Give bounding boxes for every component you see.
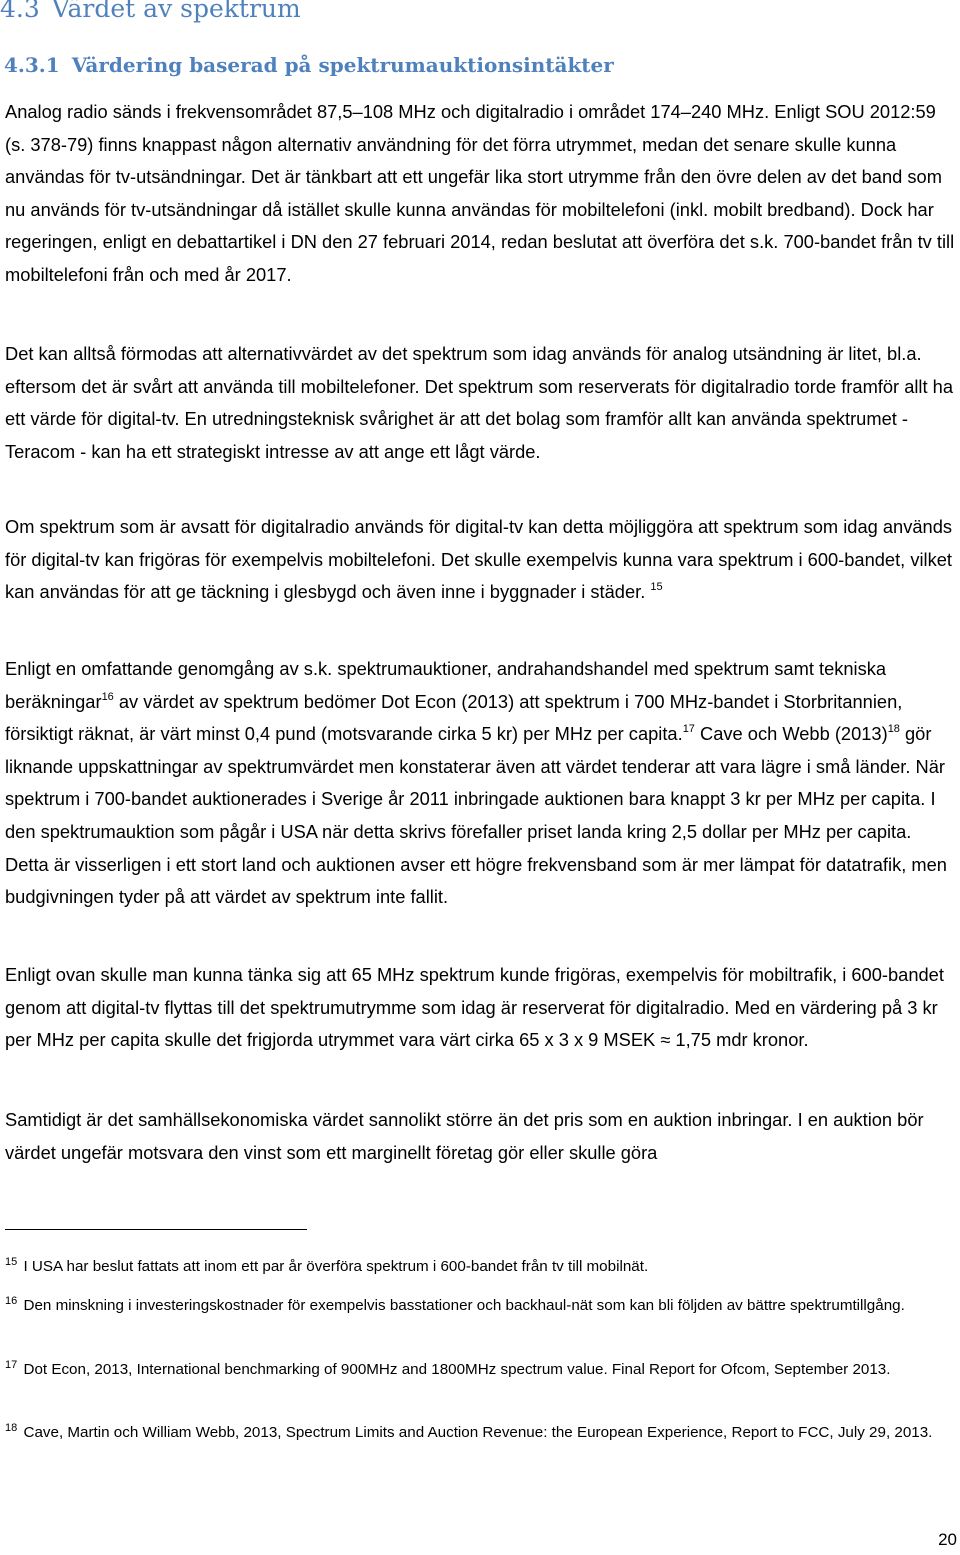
paragraph-4-part-1: Enligt en omfattande genomgång av s.k. spektrumauktioner, andrahandshandel med spektrum samt tekniska beräkningar xyxy=(5,658,887,712)
paragraph-1: Analog radio sänds i frekvensområdet 87,5–108 MHz och digitalradio i området 174–240 MHz. Enligt SOU 2012:59 (s. 378-79) finns knappast någon alternativ användning för det förra utrymmet, medan det senare skulle kunna användas för tv-utsändningar. Det är tänkbart att ett ungefär lika stort utrymme från den övre delen av det band som nu används för tv-utsändningar då istället skulle kunna användas för mobiltelefoni (inkl. mobilt bredband). Dock har regeringen, enligt en debattartikel i DN den 27 februari 2014, redan beslutat att överföra det s.k. 700-bandet från tv till mobiltelefoni från och med år 2017. xyxy=(5,101,955,285)
paragraph-4-part-2: av värdet av spektrum bedömer Dot Econ (2013) att spektrum i 700 MHz-bandet i Storbritannien, försiktigt räknat, är värt minst 0,4 pund (motsvarande cirka 5 kr) per MHz per capita. xyxy=(5,690,903,745)
subsection-number: 4.3.1 xyxy=(4,53,60,77)
footnote-number: 16 xyxy=(5,1295,18,1307)
paragraph-4-part-3: Cave och Webb (2013) xyxy=(694,723,888,745)
footnote-number: 18 xyxy=(5,1422,18,1434)
footnote-text: I USA har beslut fattats att inom ett par år överföra spektrum i 600-bandet från tv till mobilnät. xyxy=(23,1258,649,1275)
section-title: Värdet av spektrum xyxy=(51,0,301,23)
footnote-number: 17 xyxy=(5,1359,18,1371)
subsection-title: Värdering baserad på spektrumauktionsintäkter xyxy=(71,53,614,77)
subsection-heading xyxy=(4,53,614,77)
footnote-text: Dot Econ, 2013, International benchmarking of 900MHz and 1800MHz spectrum value. Final Report for Ofcom, September 2013. xyxy=(23,1361,891,1378)
footnote-17 xyxy=(5,1357,955,1383)
paragraph-4 xyxy=(5,653,960,914)
paragraph-5: Enligt ovan skulle man kunna tänka sig att 65 MHz spektrum kunde frigöras, exempelvis för mobiltrafik, i 600-bandet genom att digital-tv flyttas till det spektrumutrymme som idag är reserverat för digitalradio. Med en värdering på 3 kr per MHz per capita skulle det frigjorda utrymmet vara värt cirka 65 x 3 x 9 MSEK ≈ 1,75 mdr kronor. xyxy=(5,964,944,1051)
footnote-16 xyxy=(5,1293,955,1319)
footnote-separator xyxy=(5,1229,307,1230)
section-heading xyxy=(0,0,301,23)
section-number: 4.3 xyxy=(0,0,40,23)
footnote-number: 15 xyxy=(5,1256,18,1268)
footnote-ref-15[interactable]: 15 xyxy=(650,581,663,594)
footnote-ref-17[interactable]: 17 xyxy=(682,723,695,736)
footnote-15 xyxy=(5,1254,955,1280)
paragraph-3-text: Om spektrum som är avsatt för digitalradio används för digital-tv kan detta möjliggöra att spektrum som idag används för digital-tv kan frigöras för exempelvis mobiltelefoni. Det skulle exempelvis kunna vara spektrum i 600-bandet, vilket kan användas för att ge täckning i glesbygd och även inne i byggnader i städer. xyxy=(5,516,953,603)
footnote-text: Cave, Martin och William Webb, 2013, Spectrum Limits and Auction Revenue: the European Experience, Report to FCC, July 29, 2013. xyxy=(23,1424,933,1441)
paragraph-4-part-4: gör liknande uppskattningar av spektrumvärdet men konstaterar även att värdet tenderar att vara lägre i små länder. När spektrum i 700-bandet auktionerades i Sverige år 2011 inbringade auktionen bara knappt 3 kr per MHz per capita. I den spektrumauktion som pågår i USA när detta skrivs förefaller priset landa kring 2,5 dollar per MHz per capita. Detta är visserligen i ett stort land och auktionen avser ett högre frekvensband som är mer lämpat för datatrafik, men budgivningen tyder på att värdet av spektrum inte fallit. xyxy=(5,723,947,908)
footnote-18 xyxy=(5,1420,955,1446)
paragraph-2: Det kan alltså förmodas att alternativvärdet av det spektrum som idag används för analog utsändning är litet, bl.a. eftersom det är svårt att använda till mobiltelefoner. Det spektrum som reserverats för digitalradio torde framför allt ha ett värde för digital-tv. En utredningsteknisk svårighet är att det bolag som framför allt kan använda spektrumet - Teracom - kan ha ett strategiskt intresse av att ange ett lågt värde. xyxy=(5,343,953,462)
paragraph-6: Samtidigt är det samhällsekonomiska värdet sannolikt större än det pris som en auktion inbringar. I en auktion bör värdet ungefär motsvara den vinst som ett marginellt företag gör eller skulle göra xyxy=(5,1109,924,1163)
footnote-ref-18[interactable]: 18 xyxy=(887,723,900,736)
footnote-ref-16[interactable]: 16 xyxy=(101,690,114,703)
paragraph-3 xyxy=(5,511,960,609)
footnote-text: Den minskning i investeringskostnader för exempelvis basstationer och backhaul-nät som kan bli följden av bättre spektrumtillgång. xyxy=(23,1297,905,1314)
page-number: 20 xyxy=(938,1530,957,1549)
